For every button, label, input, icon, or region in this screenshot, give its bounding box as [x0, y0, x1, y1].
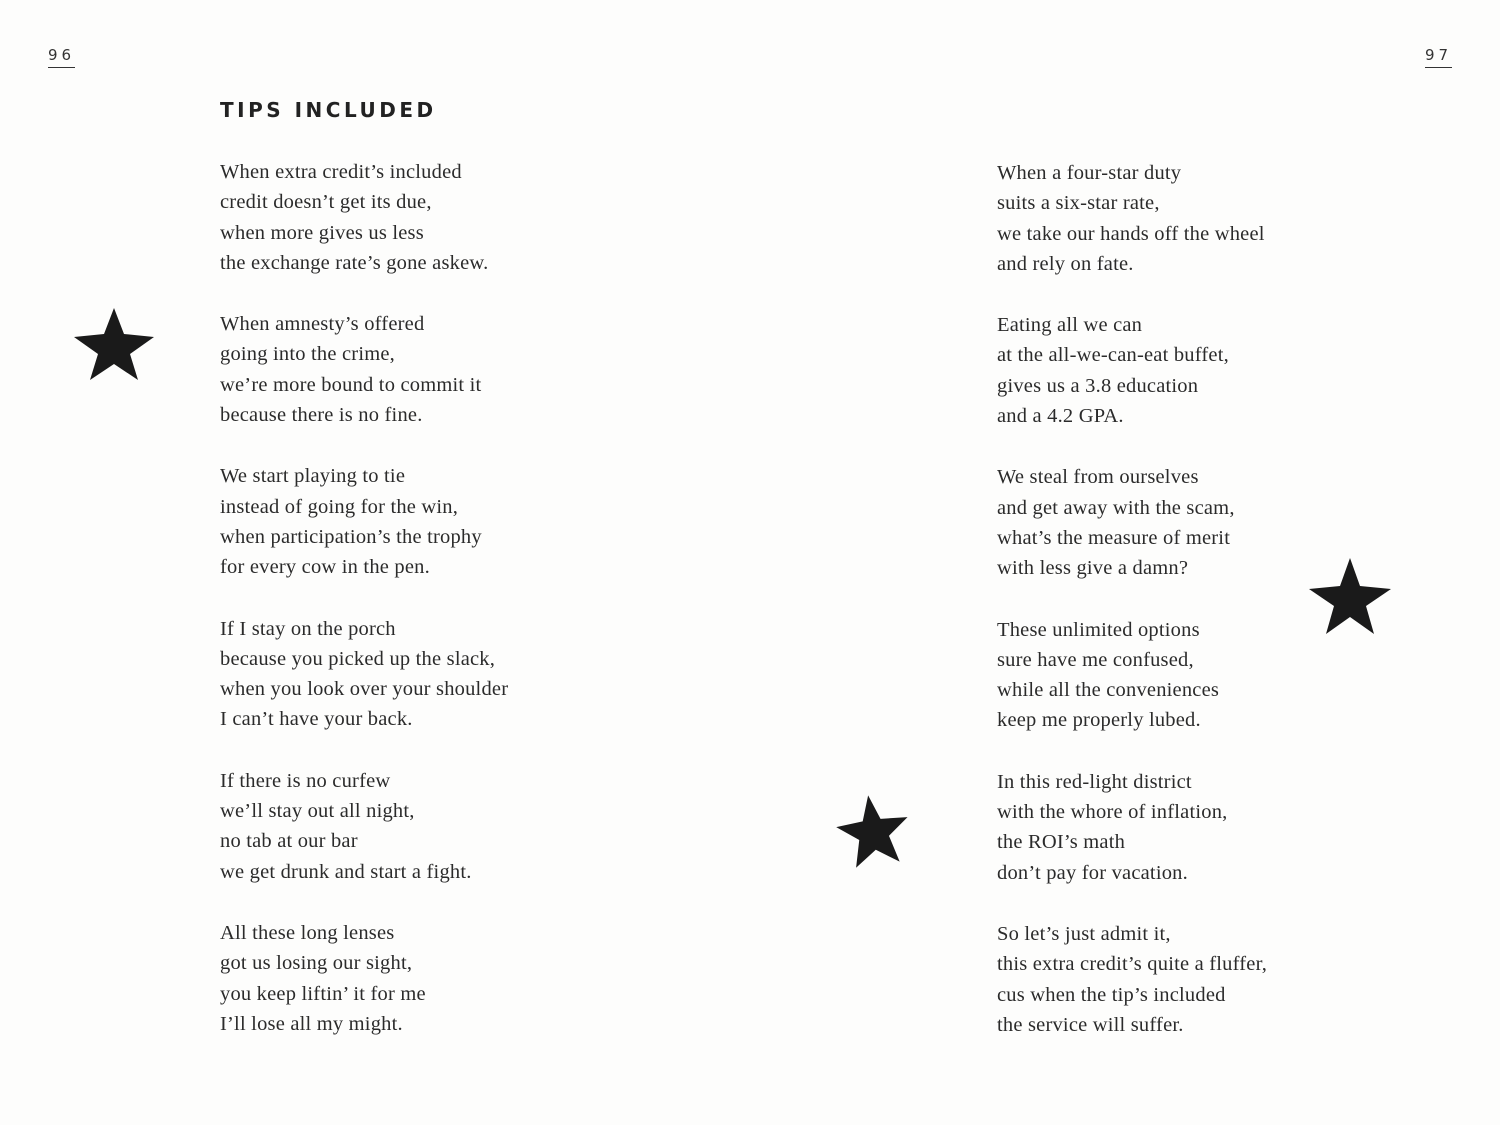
verse-line: at the all-we-can-eat buffet, [997, 344, 1229, 367]
stanza [220, 461, 600, 582]
stanza [997, 310, 1377, 431]
verse-line: the exchange rate’s gone askew. [220, 251, 489, 274]
verse-line: with the whore of inflation, [997, 801, 1228, 824]
verse-line: We start playing to tie [220, 465, 406, 488]
verse-line: when you look over your shoulder [220, 678, 509, 701]
verse-line: suits a six-star rate, [997, 192, 1160, 215]
stanza [997, 767, 1377, 888]
stanza [220, 918, 600, 1039]
page-number-left: 96 [48, 46, 75, 68]
verse-line: So let’s just admit it, [997, 922, 1171, 945]
verse-line: If I stay on the porch [220, 617, 396, 640]
verse-line: If there is no curfew [220, 769, 391, 792]
verse-line: we’re more bound to commit it [220, 373, 482, 396]
verse-line: the service will suffer. [997, 1013, 1184, 1036]
verse-line: and rely on fate. [997, 252, 1134, 275]
verse-line: the ROI’s math [997, 831, 1126, 854]
stanza [220, 157, 600, 278]
verse-line: when participation’s the trophy [220, 525, 482, 548]
verse-line: instead of going for the win, [220, 495, 459, 518]
verse-line: keep me properly lubed. [997, 709, 1201, 732]
stanza [220, 309, 600, 430]
verse-line: credit doesn’t get its due, [220, 191, 432, 214]
verse-line: with less give a damn? [997, 557, 1189, 580]
verse-line: I can’t have your back. [220, 708, 413, 731]
verse-line: don’t pay for vacation. [997, 861, 1188, 884]
verse-line: no tab at our bar [220, 830, 358, 853]
verse-line: and a 4.2 GPA. [997, 405, 1124, 428]
stanza [997, 158, 1377, 279]
verse-line: We steal from ourselves [997, 466, 1199, 489]
star-icon [1307, 556, 1393, 636]
star-icon [72, 306, 156, 382]
verse-line: we’ll stay out all night, [220, 800, 415, 823]
verse-line: what’s the measure of merit [997, 526, 1231, 549]
poem-title: TIPS INCLUDED [220, 98, 437, 122]
verse-line: you keep liftin’ it for me [220, 982, 426, 1005]
stanza [997, 919, 1377, 1040]
verse-line: When amnesty’s offered [220, 313, 425, 336]
verse-line: When a four-star duty [997, 162, 1182, 184]
verse-line: All these long lenses [220, 921, 395, 944]
verse-line: cus when the tip’s included [997, 983, 1226, 1006]
stanza [220, 766, 600, 887]
verse-line: I’ll lose all my might. [220, 1012, 403, 1035]
verse-line: gives us a 3.8 education [997, 374, 1199, 397]
stanza [220, 614, 600, 735]
verse-line: because there is no fine. [220, 404, 423, 427]
page-number-right: 97 [1425, 46, 1452, 68]
left-column [220, 157, 600, 1070]
verse-line: When extra credit’s included [220, 161, 462, 183]
verse-line: this extra credit’s quite a fluffer, [997, 953, 1268, 976]
verse-line: we take our hands off the wheel [997, 222, 1265, 245]
verse-line: for every cow in the pen. [220, 556, 430, 579]
verse-line: because you picked up the slack, [220, 647, 496, 670]
verse-line: going into the crime, [220, 343, 395, 366]
verse-line: Eating all we can [997, 314, 1143, 337]
verse-line: These unlimited options [997, 618, 1200, 641]
verse-line: In this red-light district [997, 770, 1192, 793]
verse-line: sure have me confused, [997, 648, 1194, 671]
star-icon [835, 792, 911, 868]
verse-line: we get drunk and start a fight. [220, 860, 472, 883]
verse-line: while all the conveniences [997, 679, 1220, 702]
verse-line: and get away with the scam, [997, 496, 1235, 519]
verse-line: when more gives us less [220, 221, 424, 244]
verse-line: got us losing our sight, [220, 952, 413, 975]
